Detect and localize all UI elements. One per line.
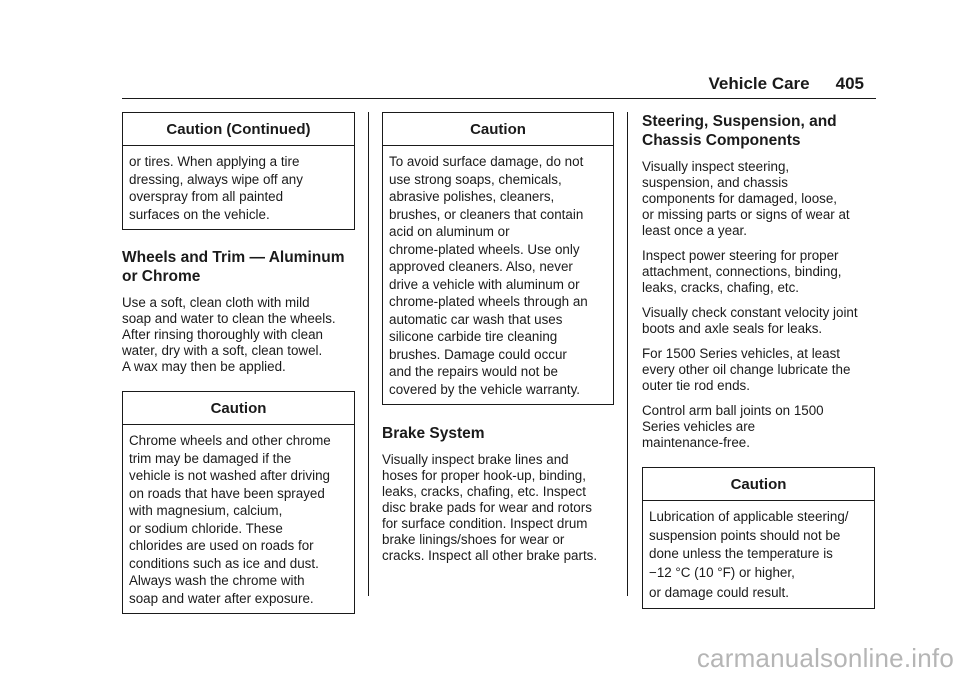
caution-title: Caution (Continued)	[123, 113, 354, 146]
caution-line: or damage could result.	[649, 585, 789, 600]
paragraph: Visually inspect steering, suspension, and chassis components for damaged, loose, or missing parts or signs of wear at least once a year.	[642, 159, 850, 238]
section-title: Vehicle Care	[708, 74, 810, 93]
caution-box-surface	[382, 112, 614, 405]
section-heading-wheels: Wheels and Trim — Aluminum or Chrome	[122, 249, 345, 285]
caution-box-continued	[122, 112, 355, 230]
column-divider	[627, 112, 628, 596]
column-middle	[382, 112, 614, 564]
caution-box-chrome	[122, 391, 355, 614]
header-rule	[122, 98, 876, 99]
caution-text: or tires. When applying a tire dressing, always wipe off any overspray from all painted surfaces on the vehicle.	[129, 154, 303, 222]
paragraph: Inspect power steering for proper attachment, connections, binding, leaks, cracks, chafing, etc.	[642, 248, 842, 295]
caution-line: done unless the temperature is	[649, 546, 833, 561]
column-left	[122, 112, 355, 614]
paragraph: Use a soft, clean cloth with mild soap and water to clean the wheels. After rinsing thoroughly with clean water, dry with a soft, clean towel. A wax may then be applied.	[122, 295, 336, 374]
paragraph: Visually inspect brake lines and hoses for proper hook-up, binding, leaks, cracks, chafing, etc. Inspect disc brake pads for wear and rotors for surface condition. Inspect drum brake linings/shoes for wear or cracks. Inspect all other brake parts.	[382, 452, 598, 563]
section-heading-brake: Brake System	[382, 425, 485, 442]
paragraph: For 1500 Series vehicles, at least every other oil change lubricate the outer tie rod ends.	[642, 346, 851, 393]
caution-line: −12 °C (10 °F) or higher,	[649, 564, 795, 580]
caution-title: Caution	[123, 392, 354, 425]
page-number: 405	[835, 74, 864, 93]
caution-line: Lubrication of applicable steering/	[649, 509, 849, 524]
caution-text: To avoid surface damage, do not use strong soaps, chemicals, abrasive polishes, cleaners, brushes, or cleaners that contain acid on aluminum or chrome-plated wheels. Use only approved cleaners. Also, never drive a vehicle with aluminum or chrome-plated wheels through an automatic car wash that uses silicone carbide tire cleaning brushes. Damage could occur and the repairs would not be covered by the vehicle warranty.	[389, 154, 588, 397]
paragraph: Visually check constant velocity joint boots and axle seals for leaks.	[642, 305, 858, 336]
column-divider	[368, 112, 369, 596]
caution-line: suspension points should not be	[649, 527, 841, 543]
caution-title: Caution	[643, 468, 874, 501]
section-heading-steering: Steering, Suspension, and Chassis Components	[642, 113, 837, 149]
caution-text: Chrome wheels and other chrome trim may be damaged if the vehicle is not washed after driving on roads that have been sprayed with magnesium, calcium, or sodium chloride. These chlorides are used on roads for conditions such as ice and dust. Always wash the chrome with soap and water after exposure.	[129, 433, 331, 606]
caution-box-lubrication	[642, 467, 875, 609]
watermark: carmanualsonline.info	[696, 643, 954, 673]
paragraph: Control arm ball joints on 1500 Series vehicles are maintenance-free.	[642, 403, 824, 450]
column-right	[642, 112, 875, 609]
caution-title: Caution	[383, 113, 613, 146]
page-header	[709, 74, 865, 94]
caution-text	[643, 501, 874, 608]
